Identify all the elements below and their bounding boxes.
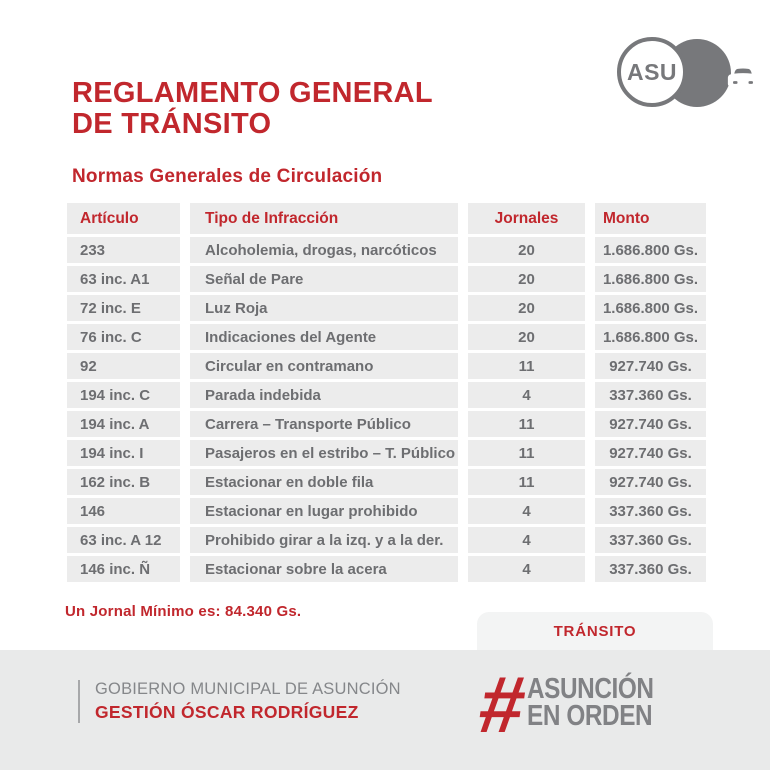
- cell-articulo: 194 inc. C: [67, 382, 180, 408]
- cell-articulo: 76 inc. C: [67, 324, 180, 350]
- cell-articulo: 63 inc. A1: [67, 266, 180, 292]
- cell-infraccion: Luz Roja: [190, 295, 458, 321]
- cell-monto: 927.740 Gs.: [595, 440, 706, 466]
- gov-line2: GESTIÓN ÓSCAR RODRÍGUEZ: [95, 702, 359, 722]
- section-subtitle: Normas Generales de Circulación: [72, 166, 383, 187]
- cell-monto: 1.686.800 Gs.: [595, 266, 706, 292]
- cell-jornales: 11: [468, 440, 585, 466]
- asuncion-en-orden-logo: [473, 660, 677, 749]
- cell-infraccion: Señal de Pare: [190, 266, 458, 292]
- cell-articulo: 146 inc. Ñ: [67, 556, 180, 582]
- brand-text: [526, 673, 654, 732]
- cell-jornales: 20: [468, 324, 585, 350]
- cell-jornales: 20: [468, 266, 585, 292]
- cell-articulo: 162 inc. B: [67, 469, 180, 495]
- cell-jornales: 11: [468, 411, 585, 437]
- cell-infraccion: Carrera – Transporte Público: [190, 411, 458, 437]
- cell-monto: 927.740 Gs.: [595, 411, 706, 437]
- cell-monto: 927.740 Gs.: [595, 353, 706, 379]
- asu-municipal-logo: [617, 37, 733, 109]
- brand-line2: EN ORDEN: [526, 700, 652, 732]
- cell-jornales: 4: [468, 382, 585, 408]
- cell-monto: 337.360 Gs.: [595, 498, 706, 524]
- cell-jornales: 4: [468, 498, 585, 524]
- hashtag-icon: #: [473, 660, 531, 749]
- car-icon: [721, 54, 765, 98]
- cell-jornales: 20: [468, 295, 585, 321]
- cell-jornales: 20: [468, 237, 585, 263]
- cell-articulo: 63 inc. A 12: [67, 527, 180, 553]
- gov-line1: GOBIERNO MUNICIPAL DE ASUNCIÓN: [95, 680, 401, 698]
- cell-articulo: 146: [67, 498, 180, 524]
- page-title-line2: DE TRÁNSITO: [72, 108, 272, 140]
- fines-table: [67, 203, 706, 582]
- footer-bar: [0, 650, 770, 770]
- cell-monto: 927.740 Gs.: [595, 469, 706, 495]
- brand-line1: ASUNCIÓN: [526, 673, 654, 705]
- cell-monto: 1.686.800 Gs.: [595, 295, 706, 321]
- cell-infraccion: Parada indebida: [190, 382, 458, 408]
- transito-tab: [477, 612, 713, 650]
- cell-infraccion: Indicaciones del Agente: [190, 324, 458, 350]
- col-header-articulo: Artículo: [67, 203, 180, 234]
- cell-jornales: 11: [468, 469, 585, 495]
- col-header-jornales: Jornales: [468, 203, 585, 234]
- cell-monto: 337.360 Gs.: [595, 556, 706, 582]
- government-signature: [78, 680, 401, 723]
- cell-infraccion: Estacionar sobre la acera: [190, 556, 458, 582]
- cell-infraccion: Estacionar en doble fila: [190, 469, 458, 495]
- cell-monto: 337.360 Gs.: [595, 527, 706, 553]
- transito-tab-label: TRÁNSITO: [553, 622, 637, 640]
- cell-articulo: 194 inc. I: [67, 440, 180, 466]
- cell-articulo: 72 inc. E: [67, 295, 180, 321]
- cell-articulo: 92: [67, 353, 180, 379]
- jornal-minimo-note: Un Jornal Mínimo es: 84.340 Gs.: [65, 603, 302, 620]
- cell-infraccion: Prohibido girar a la izq. y a la der.: [190, 527, 458, 553]
- cell-monto: 337.360 Gs.: [595, 382, 706, 408]
- cell-articulo: 194 inc. A: [67, 411, 180, 437]
- page-title-line1: REGLAMENTO GENERAL: [72, 77, 433, 109]
- cell-jornales: 11: [468, 353, 585, 379]
- col-header-infraccion: Tipo de Infracción: [190, 203, 458, 234]
- col-header-monto: Monto: [595, 203, 706, 234]
- asu-circle: [617, 37, 687, 107]
- cell-jornales: 4: [468, 527, 585, 553]
- cell-infraccion: Estacionar en lugar prohibido: [190, 498, 458, 524]
- cell-articulo: 233: [67, 237, 180, 263]
- cell-infraccion: Circular en contramano: [190, 353, 458, 379]
- cell-infraccion: Alcoholemia, drogas, narcóticos: [190, 237, 458, 263]
- page-title: [72, 78, 433, 140]
- cell-monto: 1.686.800 Gs.: [595, 237, 706, 263]
- cell-infraccion: Pasajeros en el estribo – T. Público: [190, 440, 458, 466]
- asu-label: ASU: [626, 58, 678, 85]
- cell-jornales: 4: [468, 556, 585, 582]
- cell-monto: 1.686.800 Gs.: [595, 324, 706, 350]
